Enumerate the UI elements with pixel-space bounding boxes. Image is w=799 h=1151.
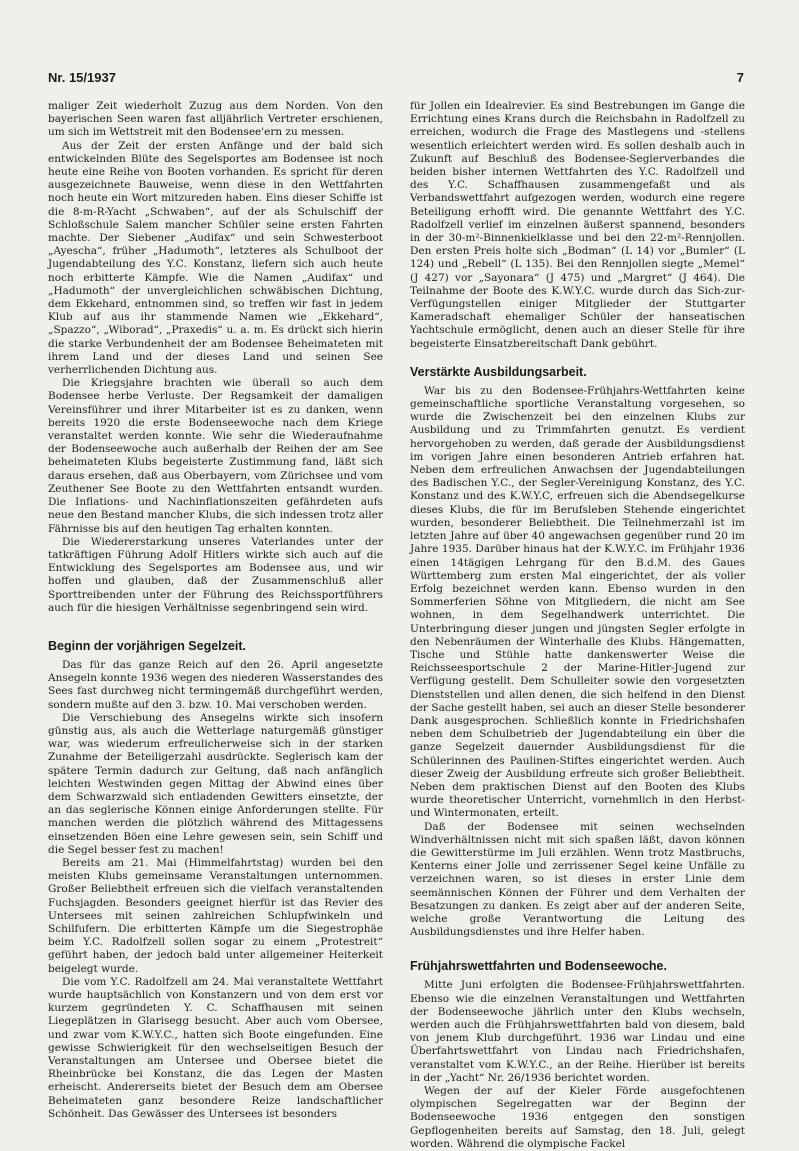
paragraph: Die Verschiebung des Ansegelns wirkte sich insofern günstig aus, als auch die Wetterlage naturgemäß günstiger war, was wiederum erfreulicherweise sich in der starken Zunahme der Beteiligerzahl ausdrückte. Seglerisch kam der spätere Termin dadurch zur Geltung, daß nach anfänglich leichten Westwinden gegen Mittag der Abwind eines über dem Schwarzwald sich entladenden Gewitters einsetzte, der an das seglerische Können einige Anforderungen stellte. Für manchen werden die plötzlich während des Mittagessens einsetzenden Böen eine Lehre gewesen sein, sein Schiff und die Segel besser fest zu machen!	[48, 711, 383, 856]
paragraph: Wegen der auf der Kieler Förde ausgefochtenen olympischen Segelregatten war der Beginn der Bodenseewoche 1936 entgegen den sonstigen Gepflogenheiten bereits auf Samstag, den 18. Juli, gelegt worden. Während die olympische Fackel	[410, 1085, 745, 1150]
paragraph: Die Wiedererstarkung unseres Vaterlandes unter der tatkräftigen Führung Adolf Hitlers wirkte sich auch auf die Entwicklung des Segelsportes am Bodensee aus, und wir hoffen und glauben, daß der Zusammenschluß aller Sporttreibenden unter der Führung des Reichssportführers auch für die hiesigen Verhältnisse segenbringend sein wird.	[48, 535, 383, 614]
paragraph: Aus der Zeit der ersten Anfänge und der bald sich entwickelnden Blüte des Segelsportes am Bodensee ist noch heute eine Reihe von Booten vorhanden. Es spricht für deren ausgezeichnete Bauweise, wenn diese in den Wettfahrten noch heute ein Wort mitzureden haben. Eins dieser Schiffe ist die 8-m-R-Yacht „Schwaben“, auf der als Schulschiff der Schloßschule Salem mancher Schüler seine ersten Fahrten machte. Der Siebener „Audifax“ und sein Schwesterboot „Ayescha“, früher „Hadumoth“, letzteres als Schulboot der Jugendabteilung des Y.C. Konstanz, liefern sich auch heute noch erbitterte Kämpfe. Wie die Namen „Audifax“ und „Hadumoth“ der unvergleichlichen schwäbischen Dichtung, dem Ekkehard, entnommen sind, so treffen wir fast in jedem Klub auf aus ihr stammende Namen wie „Ekkehard“, „Spazzo“, „Wiborad“, „Praxedis“ u. a. m. Es drückt sich hierin die starke Verbundenheit der am Bodensee Beheimateten mit ihrem Land und der dieses Land und seinen See verherrlichenden Dichtung aus.	[48, 139, 383, 377]
right-column	[410, 100, 745, 1150]
paragraph: Die Kriegsjahre brachten wie überall so auch dem Bodensee herbe Verluste. Der Regsamkeit der damaligen Vereinsführer und ihrer Mitarbeiter ist es zu danken, wenn bereits 1920 die erste Bodenseewoche nach dem Kriege veranstaltet werden konnte. Wie sehr die Wiederaufnahme der Bodenseewoche auch außerhalb der Reihen der am See beheimateten Klubs begeisterte Zustimmung fand, läßt sich daraus ersehen, daß aus Oberbayern, vom Zürichsee und vom Zeuthener See Boote zu den Wettfahrten entsandt wurden. Die Inflations- und Nachinflationszeiten gefährdeten aufs neue den Bestand mancher Klubs, die sich indessen trotz aller Fährnisse bis auf den heutigen Tag erhalten konnten.	[48, 377, 383, 535]
paragraph: Bereits am 21. Mai (Himmelfahrtstag) wurden bei den meisten Klubs gemeinsame Veranstaltungen unternommen. Großer Beliebtheit erfreuen sich die vielfach veranstaltenden Fuchsjagden. Besonders geeignet hierfür ist das Revier des Untersees mit seinen zahlreichen Schlupfwinkeln und Schilfufern. Die erbitterten Kämpfe um die Siegestrophäe beim Y.C. Radolfzell sollen sogar zu einem „Protestreit“ geführt haben, der jedoch bald unter allgemeiner Heiterkeit beigelegt wurde.	[48, 856, 383, 975]
page-header	[48, 70, 744, 90]
paragraph: Daß der Bodensee mit seinen wechselnden Windverhältnissen nicht mit sich spaßen läßt, davon können die Gewitterstürme im Juli erzählen. Wenn trotz Mastbruchs, Kenterns einer Jolle und zerrissener Segel keine Unfälle zu verzeichnen waren, so ist dieses in erster Linie dem seemännischen Können der Führer und dem Verhalten der Besatzungen zu danken. Es zeigt aber auf der anderen Seite, welche große Verantwortung die Leitung des Ausbildungsdienstes und ihre Helfer haben.	[410, 820, 745, 939]
page-number: 7	[736, 70, 744, 85]
paragraph: maliger Zeit wiederholt Zuzug aus dem Norden. Von den bayerischen Seen waren fast alljährlich Vertreter erschienen, um sich im Wettstreit mit den Bodensee'ern zu messen.	[48, 100, 383, 139]
section-heading: Verstärkte Ausbildungsarbeit.	[410, 364, 587, 379]
section-heading: Frühjahrswettfahrten und Bodenseewoche.	[410, 959, 667, 974]
issue-number: Nr. 15/1937	[48, 70, 116, 85]
paragraph: War bis zu den Bodensee-Frühjahrs-Wettfahrten keine gemeinschaftliche sportliche Veranstaltung vorgesehen, so wurde die Zwischenzeit bei den einzelnen Klubs zur Ausbildung und zu Trimmfahrten genutzt. Es verdient hervorgehoben zu werden, daß gerade der Ausbildungsdienst im vorigen Jahre einen besonderen Antrieb erfahren hat. Neben dem erfreulichen Anwachsen der Jugendabteilungen des Badischen Y.C., der Segler-Vereinigung Konstanz, des Y.C. Konstanz und des K.W.Y.C, erfreuen sich die Abendsegelkurse dieses Klubs, die für im Berufsleben Stehende eingerichtet wurden, besonderer Beliebtheit. Die Teilnehmerzahl ist im letzten Jahre auf über 40 angewachsen gegenüber rund 20 im Jahre 1935. Darüber hinaus hat der K.W.Y.C. im Frühjahr 1936 einen 14tägigen Lehrgang für den B.d.M. des Gaues Württemberg zum ersten Mal eingerichtet, der als voller Erfolg bezeichnet werden kann. Ebenso wurden in den Sommerferien Söhne von Mitgliedern, die nicht am See wohnen, in dem Segelhandwerk unterrichtet. Die Unterbringung dieser jungen und jüngsten Segler erfolgte in den Nebenräumen der Winterhalle des Klubs. Hängematten, Tische und Stühle hatte dankenswerter Weise die Reichsseesportschule 2 der Marine-Hitler-Jugend zur Verfügung gestellt. Dem Schulleiter sowie den vorgesetzten Dienststellen und allen denen, die sich helfend in den Dienst der Sache gestellt haben, sei auch an dieser Stelle besonderer Dank ausgesprochen. Schließlich konnte in Friedrichshafen neben dem Schulbetrieb der Jugendabteilung ein über die ganze Segelzeit dauernder Ausbildungsdienst für die Schülerinnen des Paulinen-Stiftes eingerichtet werden. Auch dieser Zweig der Ausbildung erfreute sich großer Beliebtheit. Neben dem praktischen Dienst auf den Booten des Klubs wurde theoretischer Unterricht, vornehmlich in den Herbst- und Wintermonaten, erteilt.	[410, 384, 745, 820]
section-heading: Beginn der vorjährigen Segelzeit.	[48, 638, 246, 653]
left-column	[48, 100, 383, 1120]
paragraph: für Jollen ein Idealrevier. Es sind Bestrebungen im Gange die Errichtung eines Krans durch die Reichsbahn in Radolfzell zu erreichen, wodurch die Frage des Mastlegens und -stellens wesentlich erleichtert werden wird. Es sollen deshalb auch in Zukunft auf Beschluß des Bodensee-Seglerverbandes die beiden bisher internen Wettfahrten des Y.C. Radolfzell und des Y.C. Schaffhausen zusammengefaßt und als Verbandswettfahrt aufgezogen werden, wodurch eine regere Beteiligung erhofft wird. Die genannte Wettfahrt des Y.C. Radolfzell verlief im einzelnen äußerst spannend, besonders in der 30-m²-Binnenkielklasse und bei den 22-m²-Rennjollen. Den ersten Preis holte sich „Bodman“ (L 14) vor „Bumler“ (L 124) und „Rebell“ (L 135). Bei den Rennjollen siegte „Memel“ (J 427) vor „Sayonara“ (J 475) und „Margret“ (J 464). Die Teilnahme der Boote des K.W.Y.C. wurde durch das Sich-zur-Verfügungstellen einiger Mitglieder der Stuttgarter Kameradschaft ehemaliger Schüler der hanseatischen Yachtschule ermöglicht, denen auch an dieser Stelle für ihre begeisterte Einsatzbereitschaft Dank gebührt.	[410, 100, 745, 350]
paragraph: Die vom Y.C. Radolfzell am 24. Mai veranstaltete Wettfahrt wurde hauptsächlich von Konstanzern und von dem erst vor kurzem gegründeten Y. C. Schaffhausen mit seinen Liegeplätzen in Glarisegg besucht. Aber auch vom Obersee, und zwar vom K.W.Y.C., hatten sich Boote eingefunden. Eine gewisse Schwierigkeit für den wechselseitigen Besuch der Veranstaltungen am Untersee und Obersee bietet die Rheinbrücke bei Konstanz, die das Legen der Masten erheischt. Andererseits bietet der Besuch dem am Obersee Beheimateten ganz besondere Reize landschaftlicher Schönheit. Das Gewässer des Untersees ist besonders	[48, 975, 383, 1120]
paragraph: Mitte Juni erfolgten die Bodensee-Frühjahrswettfahrten. Ebenso wie die einzelnen Veranstaltungen und Wettfahrten der Bodenseewoche jährlich unter den Klubs wechseln, werden auch die Frühjahrswettfahrten bald von diesem, bald von jenem Klub durchgeführt. 1936 war Lindau und eine Überfahrtswettfahrt von Lindau nach Friedrichshafen, veranstaltet vom K.W.Y.C., an der Reihe. Hierüber ist bereits in der „Yacht“ Nr. 26/1936 berichtet worden.	[410, 979, 745, 1084]
paragraph: Das für das ganze Reich auf den 26. April angesetzte Ansegeln konnte 1936 wegen des niederen Wasserstandes des Sees fast durchweg nicht termingemäß durchgeführt werden, sondern mußte auf den 3. bzw. 10. Mai verschoben werden.	[48, 658, 383, 711]
